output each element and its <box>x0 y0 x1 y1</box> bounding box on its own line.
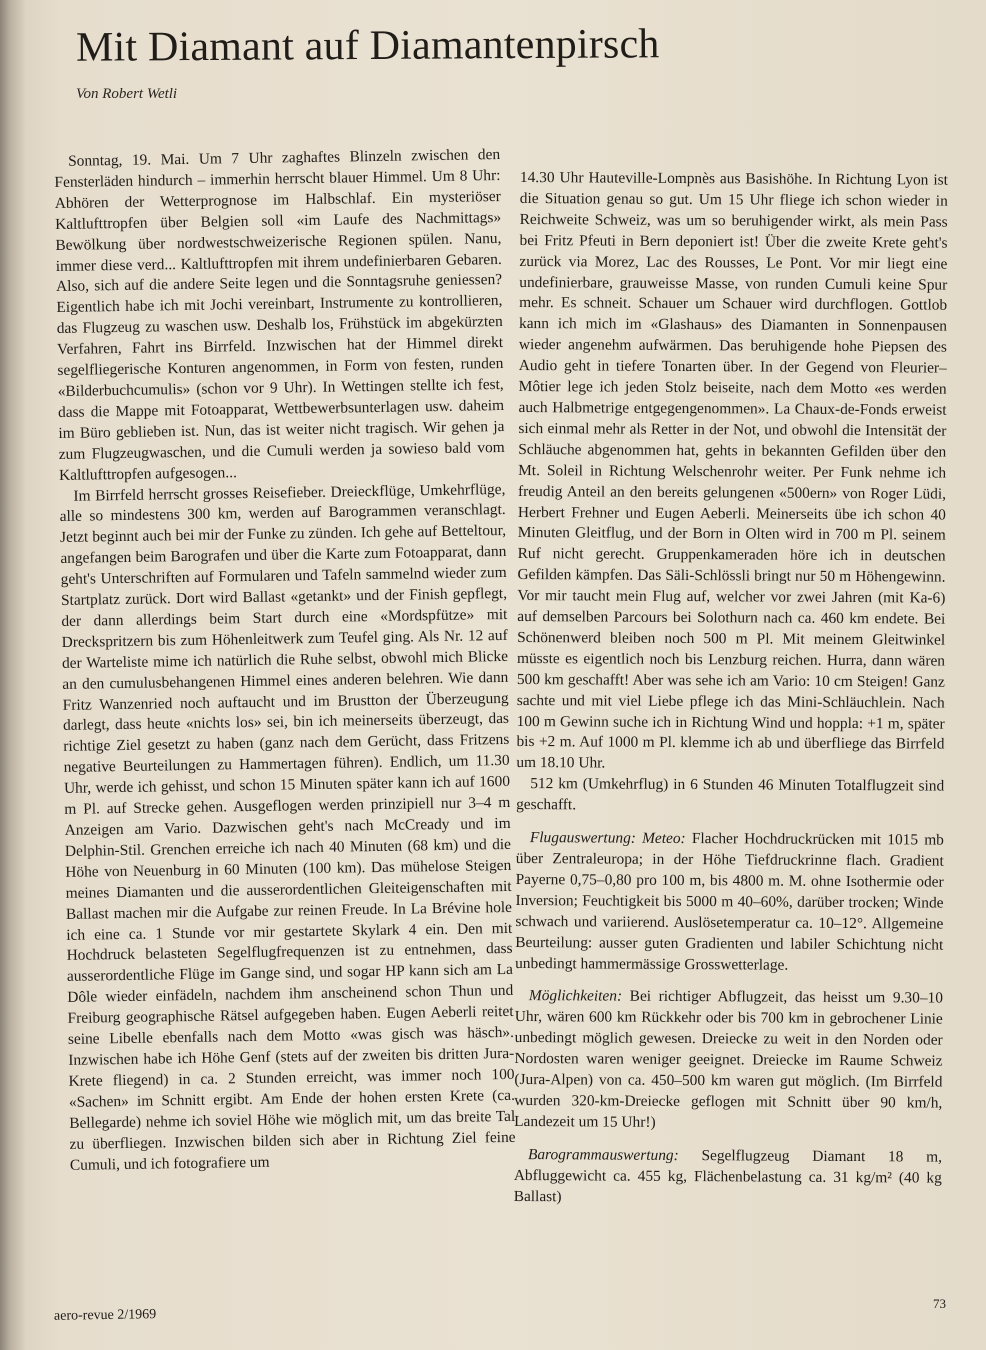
section-moeglichkeiten <box>514 986 943 1135</box>
paragraph: Im Birrfeld herrscht grosses Reisefieber. Dreieckflüge, Umkehrflüge, alle so mindestens 300 km, werden auf Barogrammen veranschlagt. Jetzt beginnt auch bei mir der Funke zu zünden. Ich gehe auf Betteltour, angefangen beim Barografen und über die Karte zum Fotoapparat, dann geht's Unterschriften auf Formularen und Tafeln sammelnd wieder zum Startplatz zurück. Dort wird Ballast «getankt» und der Finish gepflegt, der dann allerdings beim Start durch eine «Mordspfütze» mit Dreckspritzern bis zum Höhenleitwerk zum Teufel ging. Als Nr. 12 auf der Warteliste mime ich natürlich die Ruhe selbst, obwohl mich Blicke an den cumulusbehangenen Himmel eines anderen belehren. Wie dann Fritz Wanzenried noch auftaucht und im Brustton der Überzeugung darlegt, dass heute «nichts los» sei, bin ich meinerseits überzeugt, das richtige Ziel gesetzt zu haben (ganz nach dem Gerücht, dass Fritzens negative Beurteilungen zu Hammertagen führen). Endlich, um 11.30 Uhr, werde ich gehisst, und schon 15 Minuten später kann ich auf 1600 m Pl. auf Strecke gehen. Ausgeflogen werden prinzipiell nur 3–4 m Anzeigen am Vario. Dazwischen geht's nach McCready und im Delphin-Stil. Grenchen erreiche ich nach 40 Minuten (68 km) und die Höhe von Neuenburg in 60 Minuten (100 km). Das mühelose Steigen meines Diamanten und die ausserordentlichen Gleiteigenschaften mit Ballast machen mir die Aufgabe zur reinen Freude. In La Brévine hole ich eine ca. 1 Stunde vor mir gestartete Skylark 4 ein. Den mit Hochdruck belasteten Segelflugfrequenzen ist zu entnehmen, dass ausserordentliche Flüge im Gange sind, und sogar HP kann sich am La Dôle wieder einfädeln, nachdem ihm anscheinend schon Thun und Freiburg geographische Rätsel aufgegeben haben. Eugen Aeberli reitet seine Libelle ebenfalls nach dem Motto «was gisch was häsch». Inzwischen habe ich Höhe Genf (stets auf der zweiten bis dritten Jura-Krete fliegend) in ca. 2 Stunden erreicht, was immer noch 100 «Sachen» im Schnitt ergibt. Am Ende der hohen ersten Krete (ca. Bellegarde) nehme ich soviel Höhe wie möglich mit, um das breite Tal zu überfliegen. Inzwischen bilden sich aber in Richtung Ziel feine Cumuli, und ich fotografiere um <box>59 480 516 1174</box>
section-text: Bei richtiger Abflugzeit, das heisst um 9.30–10 Uhr, wären 600 km Rückkehr oder bis 700 km in gebrochener Linie unbedingt möglich gewesen. Dreiecke zu weit in den Norden oder Nordosten waren weniger geeignet. Dreiecke im Raume Schweiz (Jura-Alpen) von ca. 450–500 km waren gut möglich. (Im Birrfeld wurden 320-km-Dreiecke geflogen mit Schnitt über 90 km/h, Landezeit um 15 Uhr!) <box>514 988 943 1131</box>
section-text: Flacher Hochdruckrücken mit 1015 mb über Zentraleuropa; in der Höhe Tiefdruckrinne flach. Gradient Payerne 0,75–0,80 pro 100 m, bis 4800 m. M. ohne Isothermie oder Inversion; Feuchtigkeit bis 5000 m 40–60%, darüber trocken; Winde schwach und variierend. Auslösetemperatur ca. 10–12°. Allgemeine Beurteilung: ausser guten Gradienten und labiler Schichtung nicht unbedingt hammermässige Grosswetterlage. <box>515 830 944 974</box>
article-title: Mit Diamant auf Diamantenpirsch <box>75 21 660 71</box>
page-number: 73 <box>933 1296 946 1311</box>
section-text: Segelflugzeug Diamant 18 m, Abfluggewicht ca. 455 kg, Flächenbelastung ca. 31 kg/m² (40 kg Ballast) <box>513 1146 943 1205</box>
paragraph: 14.30 Uhr Hauteville-Lompnès aus Basishöhe. In Richtung Lyon ist die Situation genau so gut. Um 15 Uhr fliege ich schon wieder in Reichweite Schweiz, was um so beruhigender wirkt, als mein Pass bei Fritz Pfeuti in Bern deponiert ist! Über die zweite Krete geht's zurück via Morez, Lac des Rousses, Le Pont. Vor mir liegt eine undefinierbare, grauweisse Masse, von runden Cumuli keine Spur mehr. Es schneit. Schauer um Schauer wird durchflogen. Gottlob kann ich mich im «Glashaus» des Diamanten in Sonnenpausen wieder angenehm aufwärmen. Das beruhigende hohe Piepsen des Audio geht in tiefere Tonarten über. In der Gegend von Fleurier–Môtier lege ich jeden Stolz beiseite, nach dem Motto «es werden auch Halbmetrige entgegengenommen». La Chaux-de-Fonds erweist sich einmal mehr als Retter in der Not, und obwohl die Intensität der Schläuche abgenommen hat, gehts in bekannten Gefilden über den Mt. Soleil in Richtung Welschenrohr weiter. Per Funk nehme ich freudig Anteil an den bereits gelungenen «500ern» von Roger Lüdi, Herbert Frehner und Eugen Aeberli. Meinerseits übe ich schon 40 Minuten Gleitflug, und der Born in Olten wird in 700 m Pl. seinem Ruf nicht gerecht. Gruppenkameraden höre ich in deutschen Gefilden kämpfen. Das Säli-Schlössli bringt nur 50 m Höhengewinn. Vor mir taucht mein Flug auf, welcher vor zwei Jahren (mit Ka-6) auf demselben Parcours bei Solothurn nach ca. 460 km endete. Bei Schönenwerd bleiben noch 500 m Pl. Mit meinem Gleitwinkel müsste es eigentlich noch bis Lenzburg reichen. Hurra, dann wären 500 km geschafft! Aber was sehe ich am Vario: 10 cm Steigen! Ganz sachte und mit viel Liebe pflege ich das Mini-Schläuchlein. Nach 100 m Gewinn suche ich in Richtung Wind und hoppla: +1 m, später bis +2 m. Auf 1000 m Pl. klemme ich ab und überfliege das Birrfeld um 18.10 Uhr. <box>516 168 948 772</box>
section-lead: Barogrammauswertung: <box>527 1145 679 1164</box>
paragraph: Sonntag, 19. Mai. Um 7 Uhr zaghaftes Blinzeln zwischen den Fensterläden hindurch – immerhin herrscht blauer Himmel. Um 8 Uhr: Abhören der Wetterprognose im Halbschlaf. Ein mysteriöser Kaltlufttropfen über Belgien soll «im Laufe des Nachmittags» Bewölkung über nordwestschweizerische Regionen spülen. Nanu, immer diese verd... Kaltlufttropfen mit ihrem undefinierbaren Gebaren. Also, sich auf die andere Seite legen und die Sonntagsruhe geniessen? Eigentlich habe ich mit Jochi vereinbart, Instrumente zu kontrollieren, das Flugzeug zu waschen usw. Deshalb los, Frühstück im abgekürzten Verfahren, Fahrt ins Birrfeld. Inzwischen hat der Himmel direkt segelfliegerische Konturen angenommen, in Form von festen, runden «Bilderbuchcumulis» (schon vor 9 Uhr). In Wettingen stellte ich fest, dass die Mappe mit Fotoapparat, Wettbewerbsunterlagen usw. daheim im Büro geblieben ist. Nun, das ist weiter nicht tragisch. Wir gehen ja zum Flugzeugwaschen, und die Cumuli werden ja sowieso bald vom Kaltlufttropfen aufgesogen... <box>54 145 505 484</box>
publication-footer: aero-revue 2/1969 <box>53 1307 157 1324</box>
section-meteo <box>515 828 944 977</box>
article-byline: Von Robert Wetli <box>76 86 178 102</box>
right-column <box>514 168 948 1210</box>
paragraph: 512 km (Umkehrflug) in 6 Stunden 46 Minuten Totalflugzeit sind geschafft. <box>516 775 945 814</box>
section-lead: Möglichkeiten: <box>528 987 623 1006</box>
section-barogramm <box>514 1145 942 1210</box>
section-lead: Flugauswertung: Meteo: <box>529 829 686 848</box>
left-column <box>54 145 516 1176</box>
